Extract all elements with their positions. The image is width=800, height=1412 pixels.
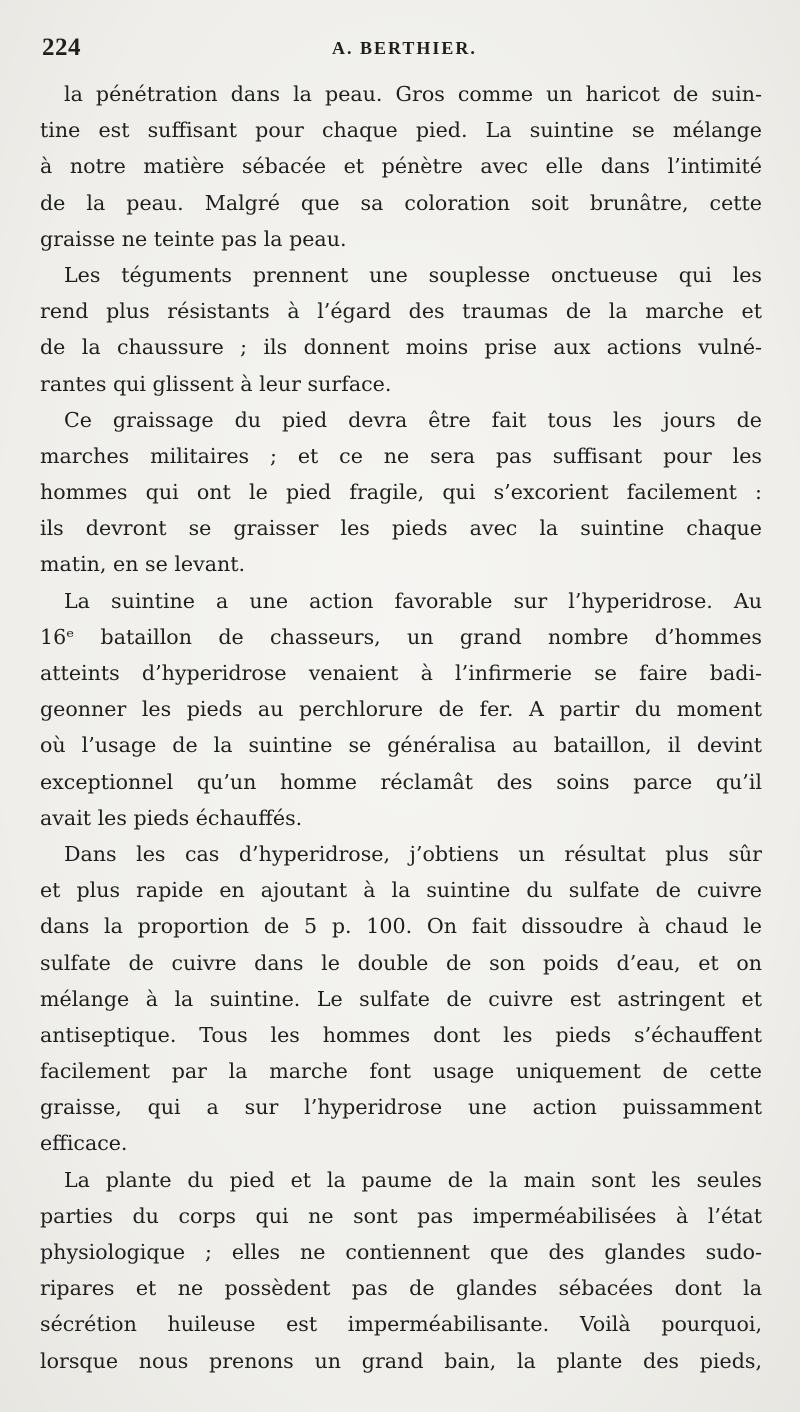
text-line: graisse, qui a sur l’hyperidrose une action puissamment [40,1095,762,1120]
paragraph [40,836,762,1162]
paragraph [40,257,762,402]
text-line: rantes qui glissent à leur surface. [40,371,392,396]
text-line: la pénétration dans la peau. Gros comme un haricot de suin- [64,82,762,106]
paragraph [40,1162,762,1379]
text-line: parties du corps qui ne sont pas imperméabilisées à l’état [40,1203,762,1228]
text-line: atteints d’hyperidrose venaient à l’infirmerie se faire badi- [40,661,762,685]
text-line: à notre matière sébacée et pénètre avec elle dans l’intimité [40,154,762,179]
text-line: de la peau. Malgré que sa coloration soit brunâtre, cette [40,190,762,215]
running-head-author: A. BERTHIER. [332,38,477,58]
text-line: Ce graissage du pied devra être fait tous les jours de [64,407,762,432]
text-line: sécrétion huileuse est imperméabilisante. Voilà pourquoi, [40,1312,762,1337]
text-line: graisse ne teinte pas la peau. [40,226,347,251]
running-head [42,34,758,70]
paragraph [40,583,762,836]
text-line: 16ᵉ bataillon de chasseurs, un grand nombre d’hommes [40,624,762,649]
body-text [40,76,762,1379]
page-number: 224 [42,34,81,61]
text-line: matin, en se levant. [40,552,246,577]
text-line: antiseptique. Tous les hommes dont les pieds s’échauffent [40,1022,762,1047]
text-line: physiologique ; elles ne contiennent que des glandes sudo- [40,1240,762,1264]
text-line: ripares et ne possèdent pas de glandes sébacées dont la [40,1276,762,1301]
text-line: hommes qui ont le pied fragile, qui s’excorient facilement : [40,480,762,505]
paragraph [40,76,762,257]
text-line: efficace. [40,1131,128,1156]
text-line: Dans les cas d’hyperidrose, j’obtiens un résultat plus sûr [64,841,762,866]
text-line: mélange à la suintine. Le sulfate de cuivre est astringent et [40,986,762,1011]
text-line: ils devront se graisser les pieds avec la suintine chaque [40,516,762,541]
text-line: et plus rapide en ajoutant à la suintine du sulfate de cuivre [40,878,762,903]
text-line: lorsque nous prenons un grand bain, la plante des pieds, [40,1348,762,1373]
text-line: où l’usage de la suintine se généralisa au bataillon, il devint [40,733,762,758]
text-line: geonner les pieds au perchlorure de fer. A partir du moment [40,697,762,722]
text-line: facilement par la marche font usage uniquement de cette [40,1059,762,1084]
text-line: Les téguments prennent une souplesse onctueuse qui les [64,262,762,287]
text-line: La suintine a une action favorable sur l’hyperidrose. Au [64,588,762,613]
text-line: rend plus résistants à l’égard des traumas de la marche et [40,299,762,324]
text-line: exceptionnel qu’un homme réclamât des soins parce qu’il [40,769,762,794]
text-line: de la chaussure ; ils donnent moins prise aux actions vulné- [40,335,762,360]
text-line: tine est suffisant pour chaque pied. La suintine se mélange [40,118,762,143]
text-line: marches militaires ; et ce ne sera pas suffisant pour les [40,443,762,468]
text-line: sulfate de cuivre dans le double de son poids d’eau, et on [40,950,762,975]
paragraph [40,402,762,583]
text-line: La plante du pied et la paume de la main sont les seules [64,1167,762,1192]
text-line: avait les pieds échauffés. [40,805,303,830]
text-line: dans la proportion de 5 p. 100. On fait dissoudre à chaud le [40,914,762,939]
